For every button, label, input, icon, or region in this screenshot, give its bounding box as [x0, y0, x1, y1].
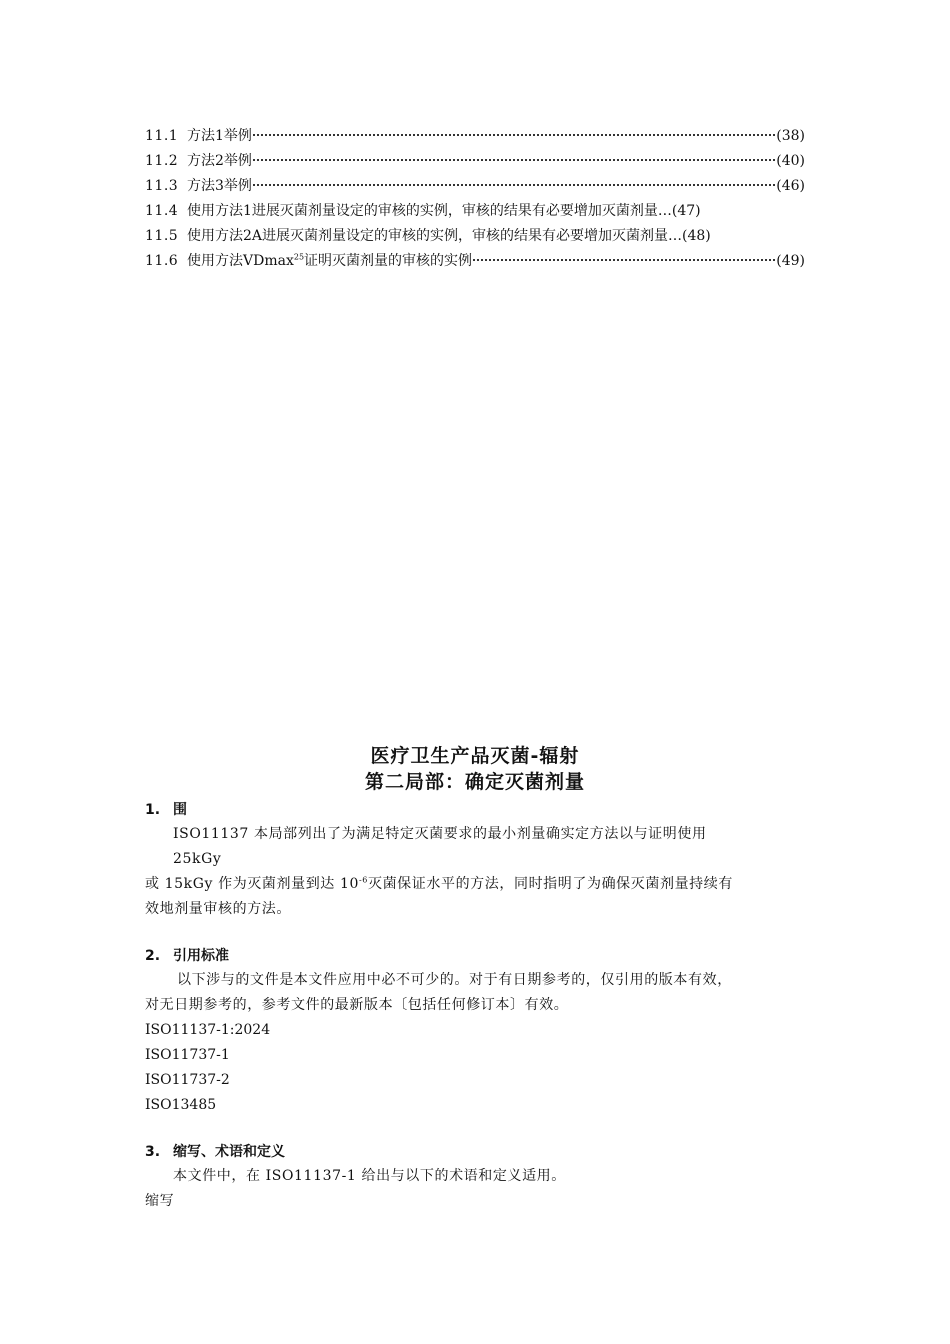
section-1-line: [145, 872, 815, 897]
document-subtitle: 第二局部：确定灭菌剂量: [364, 771, 585, 793]
toc-number: 11.5: [145, 228, 179, 244]
toc-leader-dots: [253, 184, 775, 186]
section-title: 引用标准: [173, 948, 229, 964]
toc-entry-11-5[interactable]: [145, 224, 805, 249]
section-2-paragraph: 以下涉与的文件是本文件应用中必不可少的。对于有日期参考的，仅引用的版本有效，: [177, 972, 732, 988]
section-3-paragraph: 本文件中，在 ISO11137-1 给出与以下的术语和定义适用。: [173, 1168, 566, 1184]
reference-item: ISO13485: [145, 1097, 217, 1113]
section-3-subheading: 缩写: [145, 1193, 175, 1209]
section-2-paragraph: 对无日期参考的，参考文件的最新版本〔包括任何修订本〕有效。: [145, 997, 569, 1013]
toc-number: 11.4: [145, 203, 179, 219]
toc-page-number: (46): [776, 178, 805, 194]
text-run: 灭菌保证水平的方法，同时指明了为确保灭菌剂量持续有: [367, 876, 733, 892]
toc-entry-11-2[interactable]: [145, 149, 805, 174]
toc-page-number: (49): [776, 253, 805, 269]
reference-item: ISO11737-2: [145, 1072, 230, 1088]
section-title: 围: [173, 802, 187, 818]
section-number: 3.: [145, 1144, 161, 1160]
document-body: [145, 798, 815, 1214]
toc-title: 使用方法1进展灭菌剂量设定的审核的实例，审核的结果有必要增加灭菌剂量…: [187, 203, 672, 219]
toc-entry-11-4[interactable]: [145, 199, 805, 224]
document-title: 医疗卫生产品灭菌-辐射: [370, 745, 580, 767]
section-1-heading: [145, 798, 815, 822]
section-number: 1.: [145, 802, 161, 818]
toc-title-superscript: 25: [293, 252, 305, 262]
toc-page-number: (47): [671, 203, 701, 219]
section-1-line: ISO11137 本局部列出了为满足特定灭菌要求的最小剂量确实定方法以与证明使用: [173, 826, 707, 842]
toc-entry-11-1[interactable]: [145, 124, 805, 149]
toc-page-number: (38): [776, 128, 805, 144]
toc-title: 方法3举例: [187, 178, 252, 194]
toc-leader-dots: [253, 159, 775, 161]
toc-title: 方法1举例: [187, 128, 252, 144]
document-title-block: [0, 743, 950, 795]
toc-title: 方法2举例: [187, 153, 252, 169]
section-title: 缩写、术语和定义: [173, 1144, 285, 1160]
table-of-contents: [145, 124, 805, 274]
section-number: 2.: [145, 948, 161, 964]
section-2-heading: [145, 944, 815, 968]
reference-item: ISO11137-1:2024: [145, 1022, 271, 1038]
section-1-line: 25kGy: [173, 851, 222, 867]
section-1-line: 效地剂量审核的方法。: [145, 901, 291, 917]
toc-leader-dots: [253, 134, 775, 136]
section-3-heading: [145, 1140, 815, 1164]
toc-number: 11.1: [145, 128, 179, 144]
toc-entry-11-6[interactable]: [145, 249, 805, 274]
superscript: -6: [358, 875, 368, 885]
toc-number: 11.6: [145, 253, 179, 269]
toc-leader-dots: [473, 259, 775, 261]
text-run: 或 15kGy 作为灭菌剂量到达 10: [145, 876, 359, 892]
toc-entry-11-3[interactable]: [145, 174, 805, 199]
toc-title: 使用方法2A进展灭菌剂量设定的审核的实例，审核的结果有必要增加灭菌剂量…: [187, 228, 683, 244]
toc-title-part: 证明灭菌剂量的审核的实例: [304, 253, 473, 269]
toc-title-part: 使用方法VDmax: [187, 253, 294, 269]
reference-item: ISO11737-1: [145, 1047, 230, 1063]
toc-page-number: (48): [682, 228, 711, 244]
toc-page-number: (40): [776, 153, 805, 169]
toc-number: 11.3: [145, 178, 179, 194]
toc-title: [187, 249, 472, 274]
toc-number: 11.2: [145, 153, 179, 169]
